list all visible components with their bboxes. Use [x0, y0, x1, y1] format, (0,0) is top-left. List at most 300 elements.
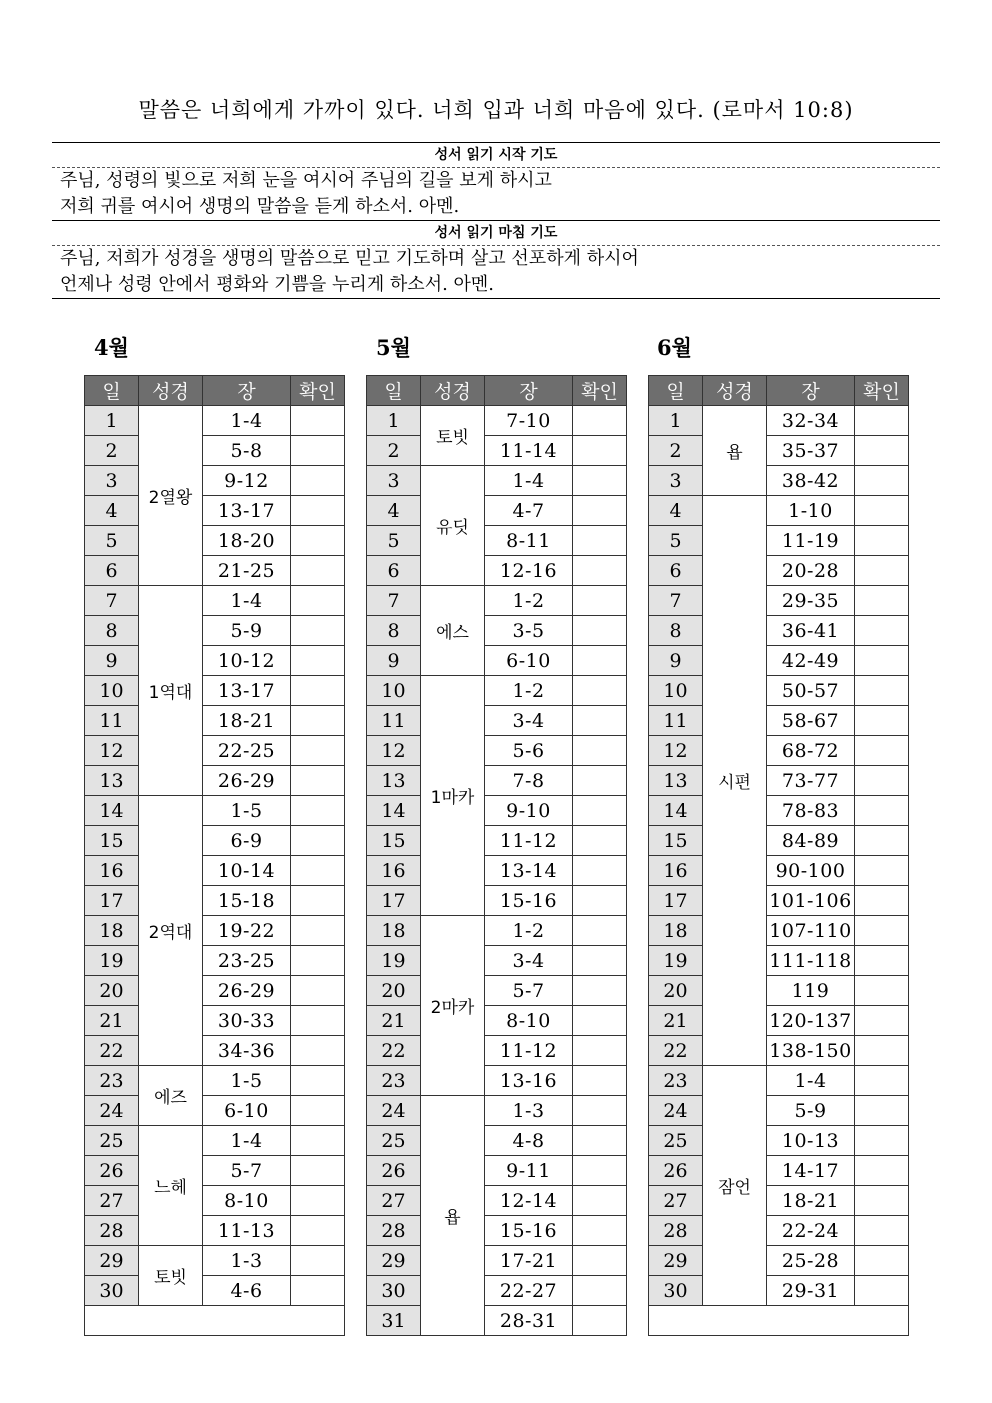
day-cell: 27 — [649, 1186, 703, 1216]
table-row — [85, 736, 345, 766]
table-row — [85, 1276, 345, 1306]
table-row — [649, 586, 909, 616]
day-cell: 15 — [85, 826, 139, 856]
chapter-cell: 1-4 — [485, 466, 573, 496]
table-row — [85, 766, 345, 796]
chapter-cell: 9-12 — [203, 466, 291, 496]
day-cell: 22 — [649, 1036, 703, 1066]
day-cell: 21 — [649, 1006, 703, 1036]
day-cell: 2 — [367, 436, 421, 466]
table-header-row — [649, 376, 909, 406]
header-book: 성경 — [703, 376, 767, 406]
day-cell: 22 — [367, 1036, 421, 1066]
day-cell: 11 — [85, 706, 139, 736]
month-title-june: 6월 — [657, 335, 692, 360]
check-cell[interactable] — [855, 766, 909, 796]
check-cell[interactable] — [855, 1006, 909, 1036]
check-cell[interactable] — [291, 1036, 345, 1066]
check-cell[interactable] — [855, 646, 909, 676]
day-cell: 19 — [649, 946, 703, 976]
chapter-cell: 36-41 — [767, 616, 855, 646]
check-cell[interactable] — [855, 946, 909, 976]
day-cell: 20 — [649, 976, 703, 1006]
table-row — [649, 706, 909, 736]
table-row — [85, 526, 345, 556]
check-cell[interactable] — [573, 466, 627, 496]
check-cell[interactable] — [855, 1036, 909, 1066]
check-cell[interactable] — [291, 646, 345, 676]
table-header-row — [85, 376, 345, 406]
table-row — [367, 1156, 627, 1186]
check-cell[interactable] — [573, 766, 627, 796]
chapter-cell: 6-10 — [203, 1096, 291, 1126]
table-row — [367, 1246, 627, 1276]
chapter-cell: 68-72 — [767, 736, 855, 766]
table-row — [649, 556, 909, 586]
table-row — [367, 676, 627, 706]
check-cell[interactable] — [855, 1216, 909, 1246]
table-row — [367, 766, 627, 796]
check-cell[interactable] — [291, 1156, 345, 1186]
chapter-cell: 138-150 — [767, 1036, 855, 1066]
chapter-cell: 1-4 — [203, 1126, 291, 1156]
check-cell[interactable] — [573, 436, 627, 466]
chapter-cell: 22-27 — [485, 1276, 573, 1306]
check-cell[interactable] — [291, 766, 345, 796]
check-cell[interactable] — [291, 436, 345, 466]
chapter-cell: 18-21 — [767, 1186, 855, 1216]
table-row — [367, 1276, 627, 1306]
table-row — [85, 1156, 345, 1186]
day-cell: 21 — [85, 1006, 139, 1036]
chapter-cell: 6-9 — [203, 826, 291, 856]
chapter-cell: 23-25 — [203, 946, 291, 976]
day-cell: 29 — [85, 1246, 139, 1276]
check-cell[interactable] — [573, 976, 627, 1006]
check-cell[interactable] — [855, 526, 909, 556]
check-cell[interactable] — [855, 466, 909, 496]
table-row — [85, 916, 345, 946]
check-cell[interactable] — [855, 826, 909, 856]
chapter-cell: 78-83 — [767, 796, 855, 826]
header-day: 일 — [649, 376, 703, 406]
day-cell: 7 — [85, 586, 139, 616]
table-row — [649, 466, 909, 496]
table-row — [649, 916, 909, 946]
book-cell: 잠언 — [703, 1066, 767, 1306]
table-row — [649, 886, 909, 916]
check-cell[interactable] — [573, 1306, 627, 1336]
day-cell: 24 — [367, 1096, 421, 1126]
check-cell[interactable] — [291, 1276, 345, 1306]
day-cell: 20 — [367, 976, 421, 1006]
check-cell[interactable] — [855, 556, 909, 586]
book-cell: 유딧 — [421, 466, 485, 586]
check-cell[interactable] — [291, 1066, 345, 1096]
end-prayer-body — [52, 246, 940, 299]
start-prayer-line: 저희 귀를 여시어 생명의 말씀을 듣게 하소서. 아멘. — [60, 196, 460, 217]
chapter-cell: 5-9 — [203, 616, 291, 646]
chapter-cell: 120-137 — [767, 1006, 855, 1036]
check-cell[interactable] — [573, 946, 627, 976]
table-row — [85, 706, 345, 736]
end-prayer-section — [52, 220, 940, 299]
check-cell[interactable] — [573, 556, 627, 586]
check-cell[interactable] — [291, 886, 345, 916]
chapter-cell: 8-10 — [485, 1006, 573, 1036]
chapter-cell: 5-7 — [203, 1156, 291, 1186]
chapter-cell: 11-12 — [485, 826, 573, 856]
check-cell[interactable] — [855, 706, 909, 736]
check-cell[interactable] — [291, 1096, 345, 1126]
day-cell: 30 — [367, 1276, 421, 1306]
chapter-cell: 1-3 — [203, 1246, 291, 1276]
table-row — [85, 676, 345, 706]
table-row — [85, 856, 345, 886]
start-prayer-section — [52, 142, 940, 220]
chapter-cell: 5-8 — [203, 436, 291, 466]
check-cell[interactable] — [291, 406, 345, 436]
day-cell: 30 — [649, 1276, 703, 1306]
table-row — [649, 646, 909, 676]
table-row — [85, 886, 345, 916]
check-cell[interactable] — [855, 436, 909, 466]
table-row — [649, 856, 909, 886]
day-cell: 6 — [367, 556, 421, 586]
check-cell[interactable] — [573, 1126, 627, 1156]
check-cell[interactable] — [573, 1186, 627, 1216]
table-row — [649, 1036, 909, 1066]
day-cell: 26 — [367, 1156, 421, 1186]
check-cell[interactable] — [573, 1066, 627, 1096]
book-cell: 토빗 — [139, 1246, 203, 1306]
check-cell[interactable] — [855, 406, 909, 436]
chapter-cell: 21-25 — [203, 556, 291, 586]
table-row — [85, 496, 345, 526]
check-cell[interactable] — [855, 586, 909, 616]
chapter-cell: 10-14 — [203, 856, 291, 886]
check-cell[interactable] — [573, 886, 627, 916]
table-row — [367, 1066, 627, 1096]
chapter-cell: 4-7 — [485, 496, 573, 526]
check-cell[interactable] — [855, 616, 909, 646]
chapter-cell: 19-22 — [203, 916, 291, 946]
chapter-cell: 111-118 — [767, 946, 855, 976]
day-cell: 19 — [85, 946, 139, 976]
check-cell[interactable] — [573, 706, 627, 736]
table-row — [367, 1216, 627, 1246]
table-row — [649, 766, 909, 796]
table-row — [367, 556, 627, 586]
chapter-cell: 5-9 — [767, 1096, 855, 1126]
chapter-cell: 90-100 — [767, 856, 855, 886]
table-row — [85, 826, 345, 856]
day-cell: 14 — [649, 796, 703, 826]
chapter-cell: 15-18 — [203, 886, 291, 916]
header-book: 성경 — [421, 376, 485, 406]
table-row — [367, 736, 627, 766]
table-row — [367, 646, 627, 676]
chapter-cell: 84-89 — [767, 826, 855, 856]
table-row — [367, 1306, 627, 1336]
check-cell[interactable] — [855, 1126, 909, 1156]
day-cell: 25 — [649, 1126, 703, 1156]
chapter-cell: 11-13 — [203, 1216, 291, 1246]
check-cell[interactable] — [573, 1156, 627, 1186]
day-cell: 26 — [649, 1156, 703, 1186]
day-cell: 16 — [649, 856, 703, 886]
chapter-cell: 8-11 — [485, 526, 573, 556]
table-row — [85, 646, 345, 676]
day-cell: 2 — [85, 436, 139, 466]
check-cell[interactable] — [291, 796, 345, 826]
check-cell[interactable] — [291, 616, 345, 646]
table-row — [85, 466, 345, 496]
day-cell: 27 — [85, 1186, 139, 1216]
check-cell[interactable] — [291, 706, 345, 736]
header-check: 확인 — [855, 376, 909, 406]
check-cell[interactable] — [573, 1096, 627, 1126]
check-cell[interactable] — [291, 826, 345, 856]
check-cell[interactable] — [573, 526, 627, 556]
table-row — [649, 1186, 909, 1216]
check-cell[interactable] — [573, 1036, 627, 1066]
chapter-cell: 13-16 — [485, 1066, 573, 1096]
check-cell[interactable] — [573, 916, 627, 946]
check-cell[interactable] — [855, 1066, 909, 1096]
table-row — [367, 886, 627, 916]
chapter-cell: 50-57 — [767, 676, 855, 706]
day-cell: 11 — [367, 706, 421, 736]
day-cell: 2 — [649, 436, 703, 466]
check-cell[interactable] — [573, 646, 627, 676]
table-row — [649, 1216, 909, 1246]
header-day: 일 — [367, 376, 421, 406]
day-cell: 28 — [85, 1216, 139, 1246]
table-row — [85, 1036, 345, 1066]
start-prayer-line: 주님, 성령의 빛으로 저희 눈을 여시어 주님의 길을 보게 하시고 — [60, 170, 552, 191]
check-cell[interactable] — [573, 406, 627, 436]
check-cell[interactable] — [573, 736, 627, 766]
table-row — [649, 1006, 909, 1036]
check-cell[interactable] — [573, 1276, 627, 1306]
check-cell[interactable] — [855, 1156, 909, 1186]
day-cell: 6 — [85, 556, 139, 586]
check-cell[interactable] — [855, 1186, 909, 1216]
table-row — [649, 946, 909, 976]
table-row — [649, 526, 909, 556]
day-cell: 24 — [649, 1096, 703, 1126]
day-cell: 8 — [85, 616, 139, 646]
chapter-cell: 30-33 — [203, 1006, 291, 1036]
table-row — [649, 1096, 909, 1126]
day-cell: 25 — [85, 1126, 139, 1156]
header-day: 일 — [85, 376, 139, 406]
table-row — [367, 856, 627, 886]
blank-cell — [649, 1306, 909, 1336]
chapter-cell: 38-42 — [767, 466, 855, 496]
check-cell[interactable] — [855, 976, 909, 1006]
day-cell: 4 — [85, 496, 139, 526]
check-cell[interactable] — [291, 856, 345, 886]
check-cell[interactable] — [291, 496, 345, 526]
day-cell: 28 — [367, 1216, 421, 1246]
day-cell: 30 — [85, 1276, 139, 1306]
check-cell[interactable] — [291, 586, 345, 616]
day-cell: 18 — [367, 916, 421, 946]
check-cell[interactable] — [573, 796, 627, 826]
check-cell[interactable] — [855, 916, 909, 946]
check-cell[interactable] — [573, 676, 627, 706]
check-cell[interactable] — [573, 1246, 627, 1276]
table-row — [649, 676, 909, 706]
chapter-cell: 25-28 — [767, 1246, 855, 1276]
table-row — [85, 586, 345, 616]
chapter-cell: 42-49 — [767, 646, 855, 676]
check-cell[interactable] — [291, 736, 345, 766]
table-row — [649, 1126, 909, 1156]
chapter-cell: 1-2 — [485, 916, 573, 946]
chapter-cell: 1-5 — [203, 1066, 291, 1096]
check-cell[interactable] — [855, 1096, 909, 1126]
book-cell: 1마카 — [421, 676, 485, 916]
chapter-cell: 9-10 — [485, 796, 573, 826]
check-cell[interactable] — [855, 796, 909, 826]
day-cell: 17 — [649, 886, 703, 916]
table-row — [649, 1156, 909, 1186]
check-cell[interactable] — [855, 496, 909, 526]
table-row — [367, 826, 627, 856]
day-cell: 15 — [649, 826, 703, 856]
chapter-cell: 3-4 — [485, 946, 573, 976]
check-cell[interactable] — [291, 976, 345, 1006]
table-row — [367, 436, 627, 466]
day-cell: 13 — [649, 766, 703, 796]
check-cell[interactable] — [573, 496, 627, 526]
check-cell[interactable] — [291, 556, 345, 586]
book-cell: 시편 — [703, 496, 767, 1066]
header-chapter: 장 — [203, 376, 291, 406]
check-cell[interactable] — [855, 856, 909, 886]
table-row — [367, 916, 627, 946]
day-cell: 12 — [367, 736, 421, 766]
day-cell: 13 — [367, 766, 421, 796]
day-cell: 8 — [367, 616, 421, 646]
chapter-cell: 7-10 — [485, 406, 573, 436]
chapter-cell: 101-106 — [767, 886, 855, 916]
table-row — [85, 976, 345, 1006]
chapter-cell: 10-12 — [203, 646, 291, 676]
day-cell: 21 — [367, 1006, 421, 1036]
chapter-cell: 29-31 — [767, 1276, 855, 1306]
chapter-cell: 20-28 — [767, 556, 855, 586]
chapter-cell: 1-2 — [485, 586, 573, 616]
day-cell: 3 — [85, 466, 139, 496]
book-cell: 2역대 — [139, 796, 203, 1066]
check-cell[interactable] — [291, 526, 345, 556]
check-cell[interactable] — [573, 1006, 627, 1036]
table-row — [367, 1186, 627, 1216]
check-cell[interactable] — [855, 736, 909, 766]
chapter-cell: 13-14 — [485, 856, 573, 886]
check-cell[interactable] — [291, 466, 345, 496]
check-cell[interactable] — [291, 1006, 345, 1036]
check-cell[interactable] — [291, 1186, 345, 1216]
day-cell: 8 — [649, 616, 703, 646]
chapter-cell: 11-12 — [485, 1036, 573, 1066]
day-cell: 5 — [367, 526, 421, 556]
day-cell: 31 — [367, 1306, 421, 1336]
header-check: 확인 — [291, 376, 345, 406]
check-cell[interactable] — [855, 1246, 909, 1276]
chapter-cell: 5-7 — [485, 976, 573, 1006]
month-title-april: 4월 — [94, 335, 129, 360]
table-row — [367, 466, 627, 496]
header-chapter: 장 — [485, 376, 573, 406]
chapter-cell: 4-6 — [203, 1276, 291, 1306]
check-cell[interactable] — [291, 676, 345, 706]
chapter-cell: 8-10 — [203, 1186, 291, 1216]
table-row — [367, 1036, 627, 1066]
table-row — [85, 1006, 345, 1036]
table-row — [85, 1186, 345, 1216]
chapter-cell: 107-110 — [767, 916, 855, 946]
check-cell[interactable] — [291, 1216, 345, 1246]
day-cell: 18 — [649, 916, 703, 946]
day-cell: 5 — [85, 526, 139, 556]
day-cell: 18 — [85, 916, 139, 946]
chapter-cell: 73-77 — [767, 766, 855, 796]
check-cell[interactable] — [291, 1246, 345, 1276]
check-cell[interactable] — [855, 676, 909, 706]
end-prayer-line: 주님, 저희가 성경을 생명의 말씀으로 믿고 기도하며 살고 선포하게 하시어 — [60, 248, 639, 269]
chapter-cell: 14-17 — [767, 1156, 855, 1186]
check-cell[interactable] — [291, 1126, 345, 1156]
table-row — [649, 1066, 909, 1096]
table-row — [85, 1096, 345, 1126]
table-row — [649, 436, 909, 466]
day-cell: 17 — [367, 886, 421, 916]
check-cell[interactable] — [573, 1216, 627, 1246]
table-row — [85, 796, 345, 826]
chapter-cell: 9-11 — [485, 1156, 573, 1186]
day-cell: 24 — [85, 1096, 139, 1126]
check-cell[interactable] — [573, 856, 627, 886]
book-cell: 2마카 — [421, 916, 485, 1096]
check-cell[interactable] — [573, 586, 627, 616]
table-row — [367, 616, 627, 646]
chapter-cell: 1-5 — [203, 796, 291, 826]
day-cell: 12 — [85, 736, 139, 766]
day-cell: 20 — [85, 976, 139, 1006]
check-cell[interactable] — [291, 916, 345, 946]
day-cell: 13 — [85, 766, 139, 796]
day-cell: 28 — [649, 1216, 703, 1246]
check-cell[interactable] — [573, 826, 627, 856]
check-cell[interactable] — [855, 1276, 909, 1306]
check-cell[interactable] — [573, 616, 627, 646]
chapter-cell: 3-5 — [485, 616, 573, 646]
book-cell: 욥 — [703, 406, 767, 496]
check-cell[interactable] — [855, 886, 909, 916]
chapter-cell: 26-29 — [203, 766, 291, 796]
table-row — [85, 1066, 345, 1096]
check-cell[interactable] — [291, 946, 345, 976]
chapter-cell: 1-10 — [767, 496, 855, 526]
chapter-cell: 32-34 — [767, 406, 855, 436]
day-cell: 23 — [85, 1066, 139, 1096]
chapter-cell: 119 — [767, 976, 855, 1006]
